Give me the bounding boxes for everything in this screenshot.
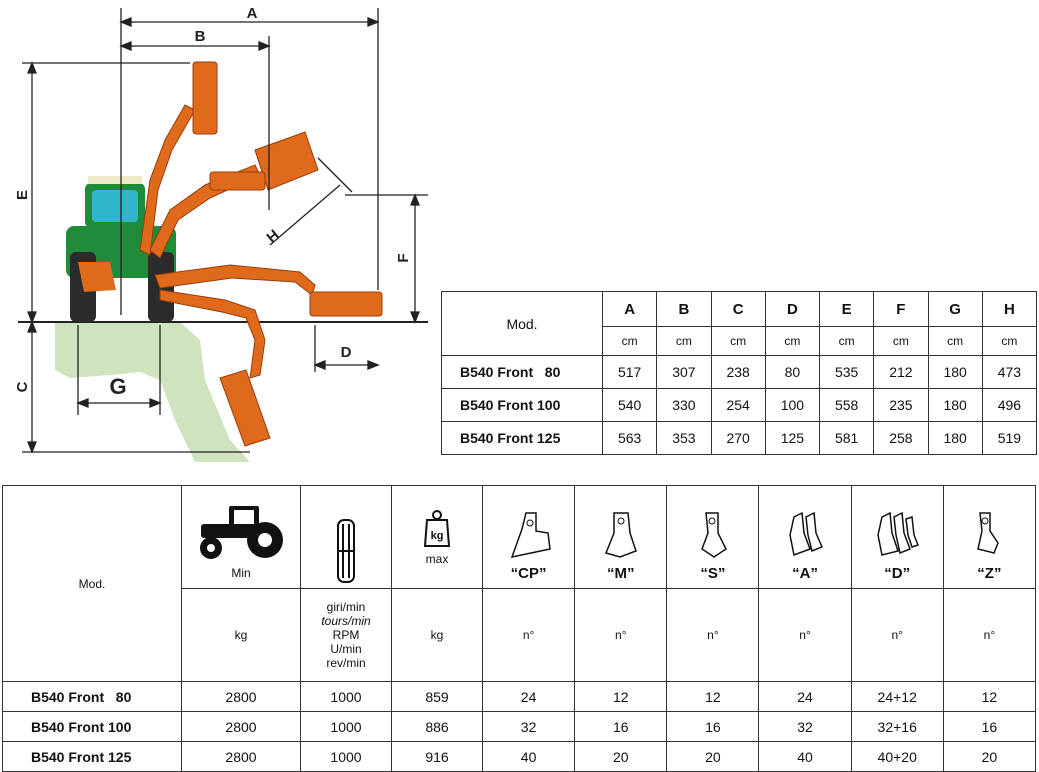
cell-value: 517 (603, 356, 657, 389)
cell-value: 235 (874, 389, 928, 422)
pto-value: 1000 (301, 682, 392, 712)
cell-value: 519 (982, 422, 1036, 455)
dimension-a-label: A (246, 5, 258, 22)
cell-value: 180 (928, 389, 982, 422)
blade-count: 20 (667, 742, 759, 772)
model-name: B540 Front 80 (442, 356, 603, 389)
cell-value: 238 (711, 356, 765, 389)
pto-value: 1000 (301, 742, 392, 772)
pto-value: 1000 (301, 712, 392, 742)
pto-unit (301, 589, 392, 682)
blade-unit: n° (943, 589, 1035, 682)
cell-value: 473 (982, 356, 1036, 389)
unit-a: cm (603, 327, 657, 356)
pto-unit-line: tours/min (321, 614, 371, 628)
blade-count: 40 (483, 742, 575, 772)
dimension-f-label: F (395, 253, 412, 263)
unit-c: cm (711, 327, 765, 356)
cell-value: 254 (711, 389, 765, 422)
blade-count: 12 (943, 682, 1035, 712)
col-header-e: E (820, 292, 874, 327)
blade-cp-header (483, 486, 575, 589)
cell-value: 353 (657, 422, 711, 455)
blade-z-icon (964, 509, 1014, 561)
tractor-value: 2800 (182, 742, 301, 772)
table-row (442, 422, 1037, 455)
blade-count: 16 (943, 712, 1035, 742)
blade-d-header (851, 486, 943, 589)
col-header-a: A (603, 292, 657, 327)
pto-header (301, 486, 392, 589)
col-header-b: B (657, 292, 711, 327)
weight-unit: kg (392, 589, 483, 682)
cell-value: 535 (820, 356, 874, 389)
cell-value: 80 (765, 356, 819, 389)
blade-m-label: “M” (606, 565, 635, 582)
cell-value: 270 (711, 422, 765, 455)
table-row (3, 712, 1036, 742)
machine-dimension-diagram (0, 0, 440, 470)
cell-value: 563 (603, 422, 657, 455)
cell-value: 180 (928, 356, 982, 389)
weight-value: 886 (392, 712, 483, 742)
mod-header: Mod. (3, 486, 182, 682)
blade-unit: n° (851, 589, 943, 682)
blade-z-header (943, 486, 1035, 589)
dimension-b-label: B (194, 28, 206, 45)
pto-unit-line: giri/min (326, 600, 366, 614)
blade-count: 24+12 (851, 682, 943, 712)
table-row (3, 682, 1036, 712)
tractor-icon (195, 502, 287, 562)
model-name: B540 Front 80 (3, 682, 182, 712)
blade-count: 40 (759, 742, 851, 772)
mower-arm-horizontal (155, 265, 382, 316)
blade-count: 24 (759, 682, 851, 712)
mower-arm-vertical (140, 62, 217, 255)
blade-a-header (759, 486, 851, 589)
pto-shaft-icon (334, 518, 358, 584)
pto-unit-line: U/min (330, 642, 362, 656)
unit-d: cm (765, 327, 819, 356)
tractor-unit: kg (182, 589, 301, 682)
unit-f: cm (874, 327, 928, 356)
col-header-f: F (874, 292, 928, 327)
cell-value: 212 (874, 356, 928, 389)
blade-cp-label: “CP” (510, 565, 547, 582)
tractor-caption: Min (231, 566, 251, 580)
cell-value: 540 (603, 389, 657, 422)
blade-unit: n° (575, 589, 667, 682)
svg-text:kg: kg (430, 530, 444, 542)
blade-count: 32+16 (851, 712, 943, 742)
col-header-c: C (711, 292, 765, 327)
model-name: B540 Front 125 (3, 742, 182, 772)
weight-value: 916 (392, 742, 483, 772)
blade-a-icon (780, 509, 830, 561)
blade-cp-icon (504, 509, 554, 561)
model-name: B540 Front 100 (3, 712, 182, 742)
tractor-header (182, 486, 301, 589)
unit-g: cm (928, 327, 982, 356)
cell-value: 307 (657, 356, 711, 389)
cell-value: 581 (820, 422, 874, 455)
weight-caption: max (425, 552, 449, 566)
col-header-h: H (982, 292, 1036, 327)
dimensions-table (441, 291, 1037, 455)
dimension-d-label: D (340, 344, 352, 361)
blade-count: 20 (575, 742, 667, 772)
pto-unit-line: RPM (332, 628, 360, 642)
tractor-value: 2800 (182, 682, 301, 712)
unit-h: cm (982, 327, 1036, 356)
pto-unit-line: rev/min (326, 656, 366, 670)
cell-value: 180 (928, 422, 982, 455)
blade-count: 12 (575, 682, 667, 712)
mod-header: Mod. (442, 292, 603, 356)
table-row (442, 389, 1037, 422)
table-row (3, 742, 1036, 772)
blade-unit: n° (667, 589, 759, 682)
blade-count: 20 (943, 742, 1035, 772)
cell-value: 558 (820, 389, 874, 422)
cell-value: 330 (657, 389, 711, 422)
blade-m-icon (596, 509, 646, 561)
blade-a-label: “A” (792, 565, 818, 582)
blade-count: 40+20 (851, 742, 943, 772)
blade-count: 32 (483, 712, 575, 742)
blade-d-icon (872, 509, 922, 561)
blade-count: 24 (483, 682, 575, 712)
blade-z-label: “Z” (977, 565, 1002, 582)
cell-value: 496 (982, 389, 1036, 422)
blade-s-icon (688, 509, 738, 561)
unit-e: cm (820, 327, 874, 356)
dimension-h-label: H (263, 226, 283, 247)
cell-value: 125 (765, 422, 819, 455)
weight-icon (424, 510, 450, 548)
blade-unit: n° (759, 589, 851, 682)
col-header-d: D (765, 292, 819, 327)
blade-s-header (667, 486, 759, 589)
blade-unit: n° (483, 589, 575, 682)
tractor-value: 2800 (182, 712, 301, 742)
embankment (55, 322, 250, 462)
dimension-c-label: C (14, 381, 31, 393)
weight-value: 859 (392, 682, 483, 712)
weight-header (392, 486, 483, 589)
blade-count: 16 (575, 712, 667, 742)
blade-s-label: “S” (700, 565, 726, 582)
dimension-g-label: G (109, 374, 127, 399)
dimension-e-label: E (14, 189, 31, 201)
table-row (442, 356, 1037, 389)
cell-value: 100 (765, 389, 819, 422)
cell-value: 258 (874, 422, 928, 455)
blade-d-label: “D” (884, 565, 911, 582)
blade-m-header (575, 486, 667, 589)
unit-b: cm (657, 327, 711, 356)
blade-count: 16 (667, 712, 759, 742)
specifications-table (2, 485, 1036, 772)
blade-count: 12 (667, 682, 759, 712)
model-name: B540 Front 100 (442, 389, 603, 422)
blade-count: 32 (759, 712, 851, 742)
model-name: B540 Front 125 (442, 422, 603, 455)
col-header-g: G (928, 292, 982, 327)
